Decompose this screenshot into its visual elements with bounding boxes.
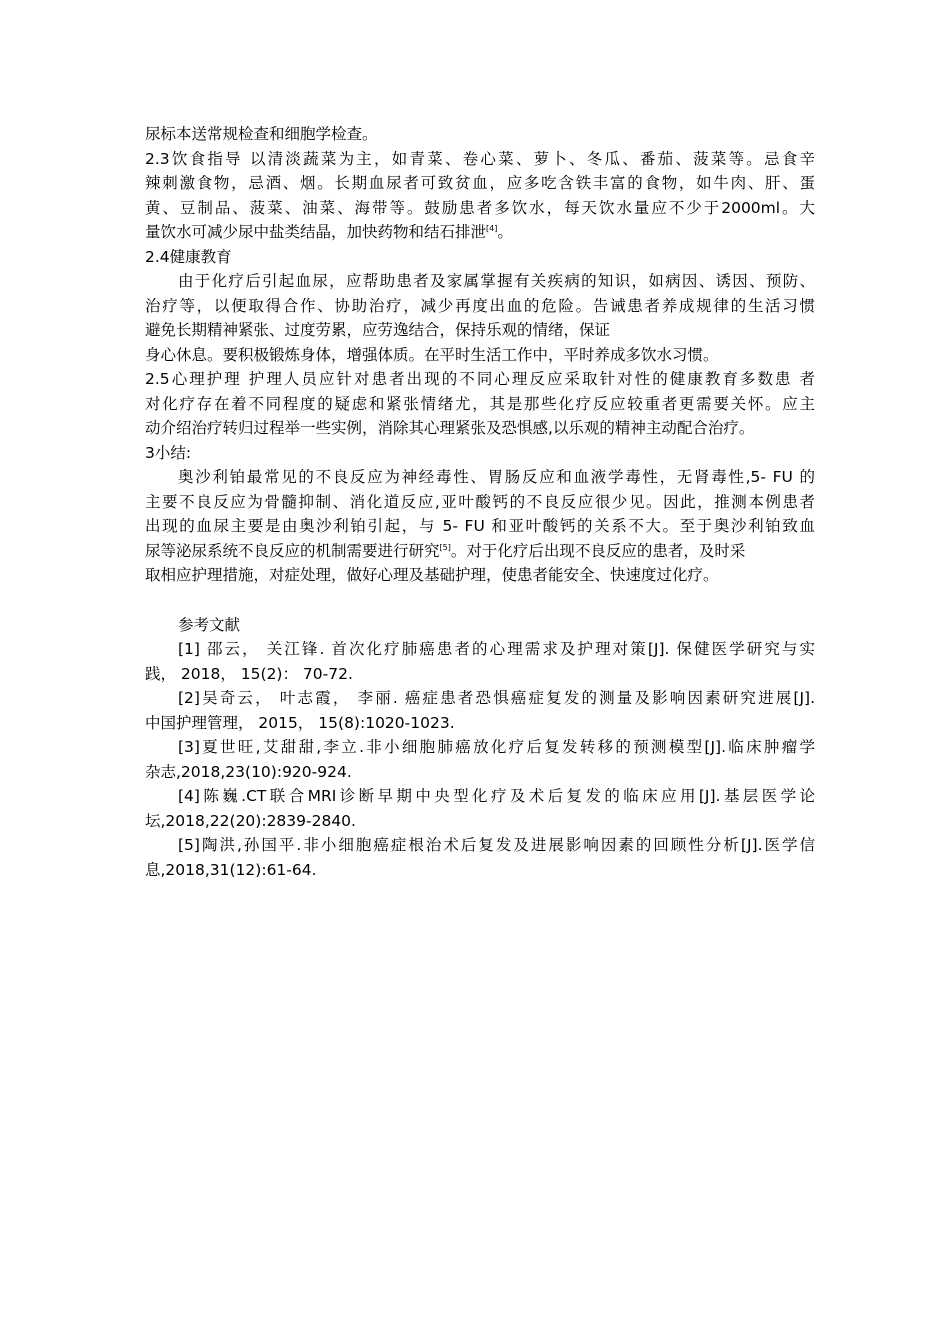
- paragraph-line: 尿标本送常规检查和细胞学检查。: [145, 125, 378, 143]
- section-2-5-psych-care: 2.5心理护理 护理人员应针对患者出现的不同心理反应采取针对性的健康教育多数患 者: [145, 370, 815, 388]
- reference-item: [145, 833, 815, 882]
- paragraph-line: 治疗等，以便取得合作、协助治疗，减少再度出血的危险。告诫患者养成规律的生活习惯: [145, 296, 815, 315]
- reference-item: [145, 637, 815, 686]
- paragraph-line: 避免长期精神紧张、过度劳累，应劳逸结合，保持乐观的情绪，保证: [145, 321, 611, 339]
- reference-line: 坛,2018,22(20):2839-2840.: [145, 811, 356, 830]
- paragraph-line: [145, 220, 815, 245]
- section-2-3-diet-guidance: 2.3饮食指导 以清淡蔬菜为主，如青菜、卷心菜、萝卜、冬瓜、番茄、菠菜等。忌食辛: [145, 149, 815, 168]
- paragraph-line: 出现的血尿主要是由奥沙利铂引起，与 5- FU 和亚叶酸钙的关系不大。至于奥沙利铂致血: [145, 517, 815, 535]
- reference-item: [145, 686, 815, 735]
- reference-line: 中国护理管理， 2015， 15(8):1020-1023.: [145, 713, 455, 732]
- paragraph-line: 黄、豆制品、菠菜、油菜、海带等。鼓励患者多饮水，每天饮水量应不少于2000ml。大: [145, 198, 815, 217]
- paragraph-line: 主要不良反应为骨髓抑制、消化道反应,亚叶酸钙的不良反应很少见。因此，推测本例患者: [145, 492, 815, 511]
- line-text: 。对于化疗后出现不良反应的患者，及时采: [450, 541, 746, 560]
- reference-item: [145, 735, 815, 784]
- paragraph-line: 由于化疗后引起血尿，应帮助患者及家属掌握有关疾病的知识，如病因、诱因、预防、: [178, 272, 815, 290]
- line-text: 量饮水可减少尿中盐类结晶，加快药物和结石排泄: [145, 223, 487, 241]
- reference-line: [4]陈巍.CT联合MRI诊断早期中央型化疗及术后复发的临床应用[J].基层医学论: [178, 787, 815, 805]
- paragraph-line: 身心休息。要积极锻炼身体，增强体质。在平时生活工作中，平时养成多饮水习惯。: [145, 345, 719, 364]
- references-title: 参考文献: [178, 615, 241, 634]
- reference-item: [145, 784, 815, 833]
- reference-line: [2]吴奇云， 叶志霞， 李丽. 癌症患者恐惧癌症复发的测量及影响因素研究进展[J].: [178, 689, 815, 707]
- reference-line: [1] 邵云， 关江锋. 首次化疗肺癌患者的心理需求及护理对策[J]. 保健医学研究与实: [178, 640, 815, 658]
- paragraph-line: 取相应护理措施，对症处理，做好心理及基础护理，使患者能安全、快速度过化疗。: [145, 566, 719, 584]
- paragraph-line: [145, 539, 815, 564]
- spacer: [145, 588, 815, 613]
- reference-line: 杂志,2018,23(10):920-924.: [145, 762, 352, 781]
- paragraph-line: 奥沙利铂最常见的不良反应为神经毒性、胃肠反应和血液学毒性，无肾毒性,5- FU 的: [178, 468, 815, 486]
- section-3-heading: 3小结:: [145, 443, 192, 462]
- line-text: 。: [497, 223, 513, 241]
- document-body: [145, 122, 815, 882]
- citation-5: [5]: [439, 542, 451, 552]
- paragraph-line: 辣刺激食物，忌酒、烟。长期血尿者可致贫血，应多吃含铁丰富的食物，如牛肉、肝、蛋: [145, 174, 815, 192]
- reference-line: 息,2018,31(12):61-64.: [145, 860, 317, 879]
- reference-line: [3]夏世旺,艾甜甜,李立.非小细胞肺癌放化疗后复发转移的预测模型[J].临床肿瘤学: [178, 738, 815, 756]
- reference-line: [5]陶洪,孙国平.非小细胞癌症根治术后复发及进展影响因素的回顾性分析[J].医学信: [178, 836, 815, 854]
- paragraph-line: 动介绍治疗转归过程举一些实例，消除其心理紧张及恐惧感,以乐观的精神主动配合治疗。: [145, 419, 755, 437]
- citation-4: [4]: [486, 224, 498, 233]
- paragraph-line: 对化疗存在着不同程度的疑虑和紧张情绪尤，其是那些化疗反应较重者更需要关怀。应主: [145, 394, 815, 413]
- line-text: 尿等泌尿系统不良反应的机制需要进行研究: [145, 541, 440, 560]
- reference-line: 践， 2018， 15(2)： 70-72.: [145, 664, 353, 683]
- section-2-4-heading: 2.4健康教育: [145, 247, 232, 266]
